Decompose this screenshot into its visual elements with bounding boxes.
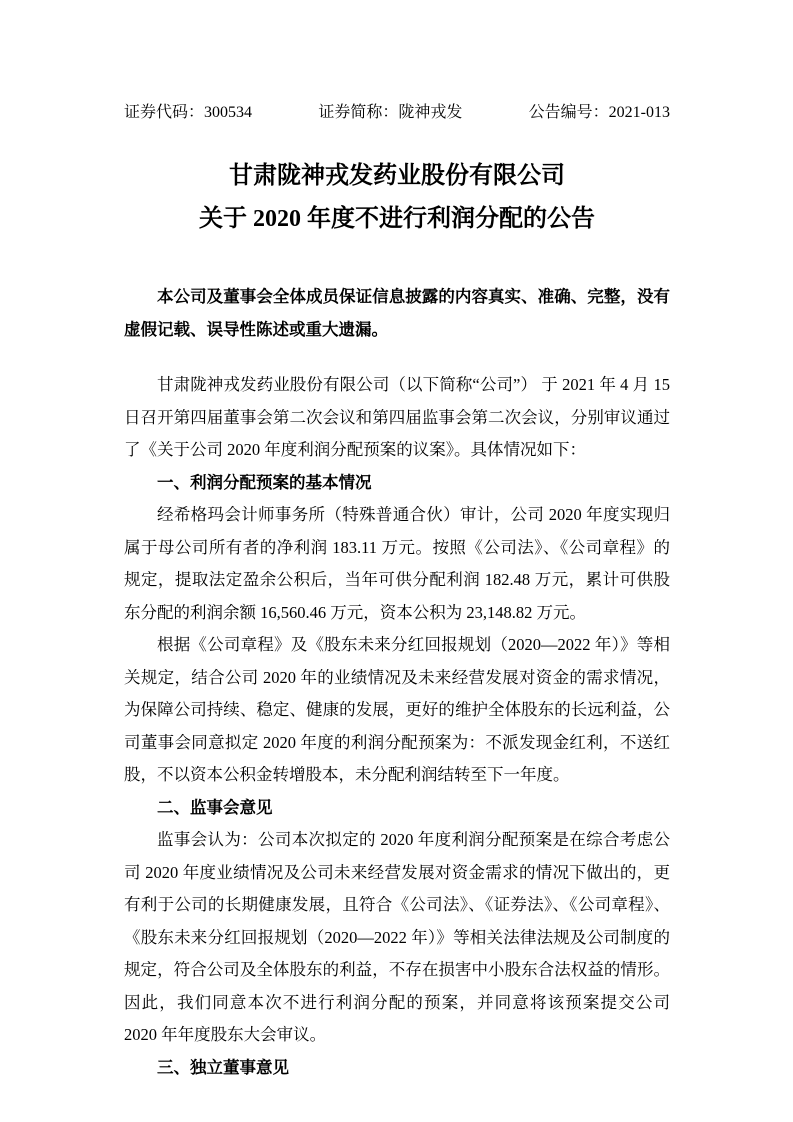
document-title xyxy=(124,155,670,241)
intro-paragraph: 甘肃陇神戎发药业股份有限公司（以下简称“公司”） 于 2021 年 4 月 15 日召开第四届董事会第二次会议和第四届监事会第二次会议，分别审议通过了《关于公司 2020 年度利润分配预案的议案》。具体情况如下： xyxy=(124,375,670,459)
section-2-paragraph-1: 监事会认为：公司本次拟定的 2020 年度利润分配预案是在综合考虑公司 2020 年度业绩情况及公司未来经营发展对资金需求的情况下做出的，更有利于公司的长期健康发展，且符合《公司法》、《证券法》、《公司章程》、《股东未来分红回报规划（2020—2022 年）》等相关法律法规及公司制度的规定，符合公司及全体股东的利益，不存在损害中小股东合法权益的情形。因此，我们同意本次不进行利润分配的预案，并同意将该预案提交公司 2020 年年度股东大会审议。 xyxy=(124,830,670,1044)
announcement-number-label: 公告编号：2021-013 xyxy=(528,104,670,121)
document-header xyxy=(124,96,670,129)
section-3-heading: 三、独立董事意见 xyxy=(157,1057,289,1077)
section-1-paragraph-2: 根据《公司章程》及《股东未来分红回报规划（2020—2022 年）》等相关规定，结合公司 2020 年的业绩情况及未来经营发展对资金的需求情况，为保障公司持续、稳定、健康的发展，更好的维护全体股东的长远利益，公司董事会同意拟定 2020 年度的利润分配预案为：不派发现金红利，不送红股，不以资本公积金转增股本，未分配利润结转至下一年度。 xyxy=(124,635,670,784)
disclaimer-paragraph: 本公司及董事会全体成员保证信息披露的内容真实、准确、完整，没有虚假记载、误导性陈述或重大遗漏。 xyxy=(124,287,670,339)
section-1-paragraph-1: 经希格玛会计师事务所（特殊普通合伙）审计，公司 2020 年度实现归属于母公司所有者的净利润 183.11 万元。按照《公司法》、《公司章程》的规定，提取法定盈余公积后，当年可供分配利润 182.48 万元，累计可供股东分配的利润余额 16,560.46 万元，资本公积为 23,148.82 万元。 xyxy=(124,505,670,622)
stock-code-label: 证券代码：300534 xyxy=(124,104,253,121)
stock-name-label: 证券简称：陇神戎发 xyxy=(318,104,463,121)
document-title-line2: 关于 2020 年度不进行利润分配的公告 xyxy=(199,206,595,232)
document-title-line1: 甘肃陇神戎发药业股份有限公司 xyxy=(229,163,565,189)
section-1-heading: 一、利润分配预案的基本情况 xyxy=(157,472,372,492)
section-2-heading: 二、监事会意见 xyxy=(157,797,273,817)
